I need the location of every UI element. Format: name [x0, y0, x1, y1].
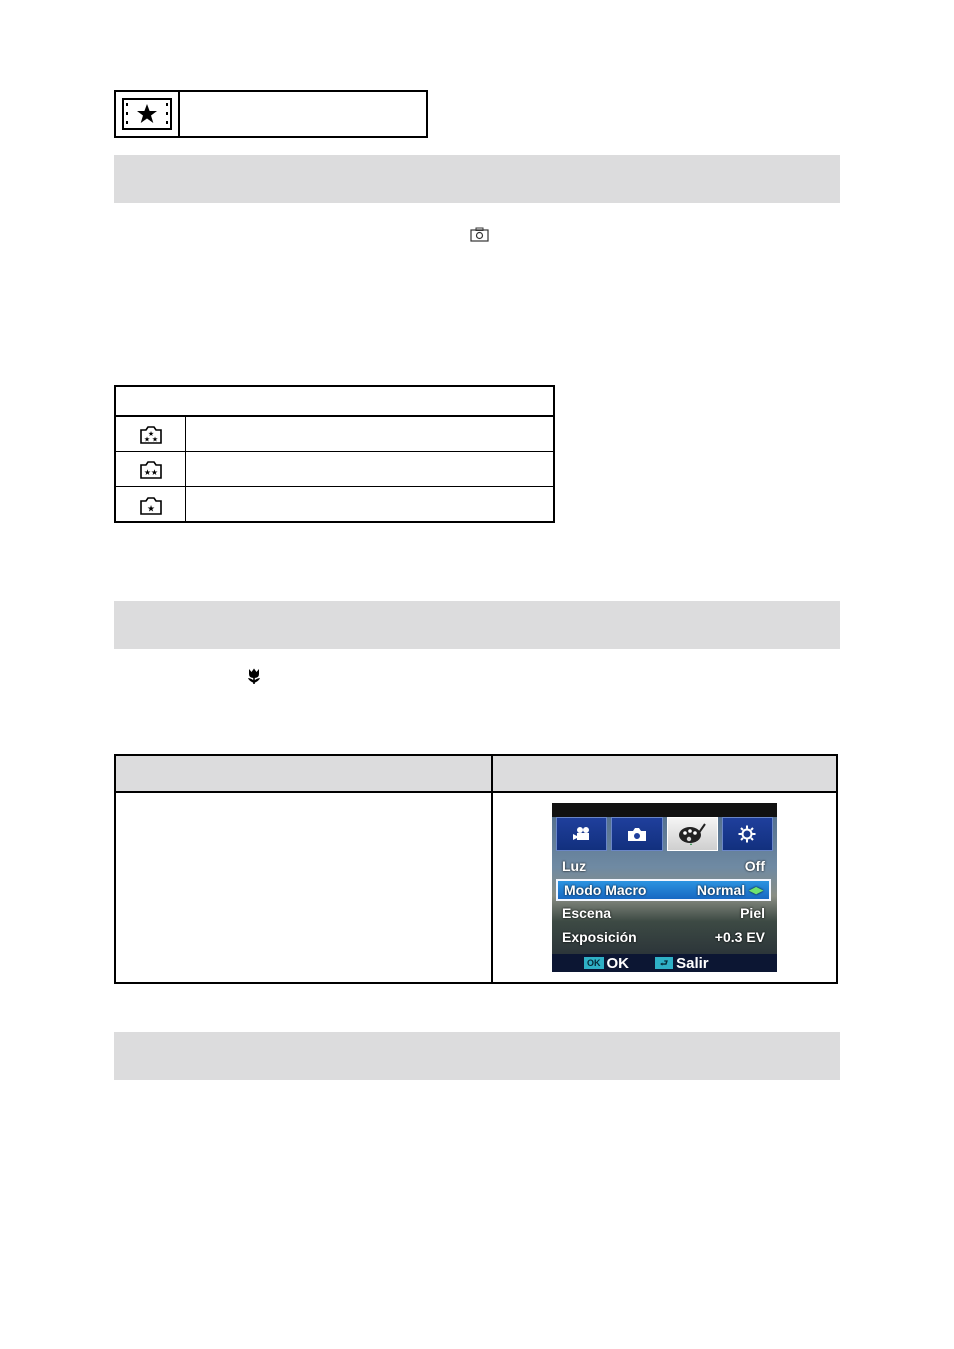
table-row — [116, 452, 553, 487]
section-header-next — [114, 1032, 840, 1080]
screen-top-band — [552, 803, 777, 817]
menu-item-modo-macro[interactable] — [556, 879, 771, 901]
tab-settings[interactable] — [722, 817, 773, 851]
exit-label: Salir — [676, 954, 709, 972]
table-row — [116, 487, 553, 522]
camera-two-star-icon — [139, 459, 163, 479]
tab-effects[interactable] — [667, 817, 718, 851]
macro-table-header — [116, 756, 836, 793]
menu-tabs — [556, 817, 773, 851]
camera-one-star-icon — [139, 495, 163, 515]
svg-text:★: ★ — [150, 468, 158, 477]
quality-icon-cell — [116, 487, 186, 522]
tab-video[interactable] — [556, 817, 607, 851]
macro-tulip-icon — [246, 667, 262, 686]
menu-item-escena[interactable] — [556, 903, 771, 923]
svg-text:★: ★ — [146, 504, 155, 514]
palette-icon — [677, 821, 707, 847]
ok-hint[interactable] — [584, 955, 629, 972]
svg-text:★: ★ — [143, 435, 150, 444]
menu-item-label: Luz — [562, 858, 587, 874]
menu-footer — [552, 954, 777, 972]
quality-description — [186, 452, 553, 486]
star-film-icon — [121, 97, 173, 131]
camera-menu-screen — [552, 803, 777, 972]
ok-key-badge: OK — [584, 957, 604, 969]
mode-icon-table — [114, 90, 428, 138]
menu-item-value: Piel — [740, 905, 765, 921]
left-right-arrows-icon: ◀▶ — [749, 884, 763, 895]
star-film-cell — [116, 92, 180, 136]
menu-item-value: Off — [744, 858, 765, 874]
svg-text:★: ★ — [151, 435, 158, 444]
display-cell — [493, 793, 836, 982]
ok-label: OK — [606, 954, 629, 972]
quality-table — [114, 385, 555, 523]
gear-icon — [738, 825, 756, 843]
menu-item-value: +0.3 EV — [714, 929, 765, 945]
menu-item-exposicion[interactable] — [556, 927, 771, 947]
svg-text:★: ★ — [143, 468, 151, 477]
video-camera-icon — [571, 826, 593, 842]
camera-icon — [470, 227, 489, 242]
quality-icon-cell — [116, 452, 186, 486]
quality-table-header — [116, 387, 553, 417]
return-icon: ⮐ — [655, 957, 673, 969]
quality-icon-cell — [116, 417, 186, 451]
operation-cell — [116, 793, 493, 982]
menu-item-label: Modo Macro — [564, 882, 647, 898]
mode-description-cell — [180, 92, 426, 136]
section-header-macro — [114, 601, 840, 649]
macro-table — [114, 754, 838, 984]
quality-description — [186, 487, 553, 522]
header-cell-operation — [116, 756, 493, 791]
section-header-quality — [114, 155, 840, 203]
exit-hint[interactable] — [655, 955, 709, 972]
header-cell-display — [493, 756, 836, 791]
menu-item-luz[interactable] — [556, 856, 771, 876]
menu-item-label: Exposición — [562, 929, 637, 945]
camera-icon — [627, 827, 647, 842]
table-row — [116, 417, 553, 452]
camera-three-star-icon — [139, 424, 163, 444]
menu-item-label: Escena — [562, 905, 612, 921]
menu-item-value: Normal — [696, 882, 746, 898]
tab-camera[interactable] — [611, 817, 662, 851]
svg-text:★: ★ — [147, 430, 154, 438]
quality-description — [186, 417, 553, 451]
macro-table-body — [116, 793, 836, 982]
